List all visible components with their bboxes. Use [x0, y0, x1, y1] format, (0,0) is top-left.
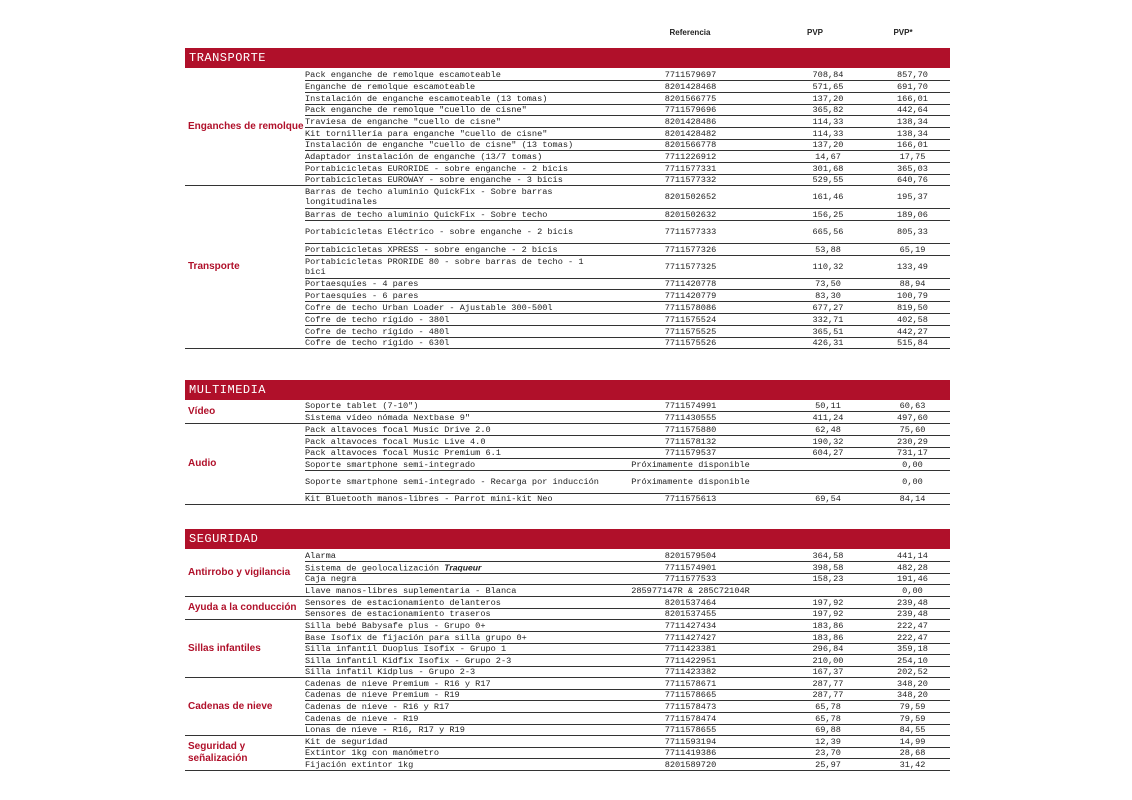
price-pvp: 161,46 [812, 192, 844, 202]
price-pvp-iva: 805,33 [897, 227, 928, 237]
price-pvp: 665,56 [812, 227, 844, 237]
section-title: TRANSPORTE [185, 48, 950, 68]
price-pvp-iva: 138,34 [897, 128, 928, 139]
group-label: Sillas infantiles [185, 620, 305, 678]
price-pvp: 69,54 [815, 494, 841, 504]
reference: 7711578473 [664, 701, 717, 712]
table-row [305, 221, 950, 244]
price-pvp: 183,86 [812, 620, 844, 631]
header-pvp: PVP [806, 28, 823, 37]
description: Cofre de techo rígido - 630l [305, 338, 450, 348]
description: Portaesquíes - 4 pares [305, 279, 419, 289]
table-row [305, 105, 950, 116]
description: Traviesa de enganche "cuello de cisne" [305, 116, 501, 127]
table-row [305, 209, 950, 221]
table-row [305, 412, 950, 424]
table-row [305, 93, 950, 105]
price-pvp-iva: 79,59 [899, 713, 926, 724]
price-pvp-iva: 133,49 [897, 262, 928, 272]
reference: 8201579504 [664, 550, 717, 561]
price-pvp-iva: 17,75 [899, 151, 926, 162]
group-label: Enganches de remolque [185, 69, 305, 186]
table-row [305, 326, 950, 338]
price-pvp: 365,82 [812, 105, 844, 115]
table-row [305, 655, 950, 667]
price-pvp: 62,48 [815, 424, 841, 435]
table-row [305, 81, 950, 93]
price-pvp: 210,00 [812, 655, 844, 666]
description: Portabicicletas XPRESS - sobre enganche - 2 bicis [305, 244, 558, 255]
reference: 7711419386 [664, 748, 717, 758]
price-pvp-iva: 497,60 [897, 412, 928, 423]
reference: 8201428468 [664, 81, 717, 92]
table-row [305, 69, 950, 81]
table-row [305, 175, 950, 186]
description: Silla infantil Kidfix Isofix - Grupo 2-3 [305, 655, 512, 666]
table-row [305, 644, 950, 655]
reference: 7711578086 [664, 302, 717, 313]
reference: Próximamente disponible [631, 477, 750, 487]
reference: 7711577331 [664, 163, 717, 174]
table-row [305, 401, 950, 412]
price-pvp-iva: 239,48 [897, 609, 928, 619]
table-row [305, 725, 950, 736]
reference: 7711579537 [664, 448, 717, 458]
reference: 7711578671 [664, 678, 717, 689]
price-pvp-iva: 60,63 [899, 401, 926, 411]
description: Caja negra [305, 574, 357, 584]
description: Cofre de techo rígido - 380l [305, 314, 450, 325]
price-pvp-iva: 166,01 [897, 93, 928, 104]
description: Sensores de estacionamiento traseros [305, 609, 491, 619]
reference: 8201428482 [664, 128, 717, 139]
table-row [305, 609, 950, 620]
section-title: SEGURIDAD [185, 529, 950, 549]
description: Soporte smartphone semi-integrado - Recarga por inducción [305, 477, 599, 487]
price-pvp-iva: 202,52 [897, 667, 928, 677]
description: Kit de seguridad [305, 736, 388, 747]
description: Base Isofix de fijación para silla grupo 0+ [305, 632, 527, 643]
price-pvp: 426,31 [812, 338, 844, 348]
table-row [305, 448, 950, 459]
table-row [305, 424, 950, 436]
price-pvp: 114,33 [812, 128, 844, 139]
table-row [305, 678, 950, 690]
price-pvp-iva: 0,00 [902, 477, 923, 487]
description: Cadenas de nieve Premium - R19 [305, 690, 460, 700]
price-pvp-iva: 731,17 [897, 448, 928, 458]
reference: 285977147R & 285C72104R [631, 585, 750, 596]
price-pvp: 137,20 [812, 140, 844, 150]
price-pvp-iva: 348,20 [897, 690, 928, 700]
price-pvp: 332,71 [812, 314, 844, 325]
reference: 7711578655 [664, 725, 717, 735]
description: Sensores de estacionamiento delanteros [305, 597, 501, 608]
table-row [305, 736, 950, 748]
reference: 8201566778 [664, 140, 717, 150]
price-pvp-iva: 84,55 [899, 725, 926, 735]
table-row [305, 574, 950, 585]
price-pvp-iva: 195,37 [897, 192, 928, 202]
reference: 7711226912 [664, 151, 717, 162]
description: Enganche de remolque escamoteable [305, 81, 476, 92]
reference: 7711575526 [664, 338, 717, 348]
description: Extintor 1kg con manómetro [305, 748, 440, 758]
table-row [305, 759, 950, 771]
price-pvp: 571,65 [812, 81, 844, 92]
price-pvp: 677,27 [812, 302, 844, 313]
description: Barras de techo aluminio QuickFix - Sobre techo [305, 209, 548, 220]
description: Cofre de techo rígido - 480l [305, 326, 450, 337]
table-row [305, 163, 950, 175]
description: Sistema de geolocalización Traqueur [305, 562, 482, 573]
reference: 7711579697 [664, 69, 717, 80]
description: Kit Bluetooth manos-libres - Parrot mini-kit Neo [305, 494, 553, 504]
table-row [305, 585, 950, 597]
reference: 7711577332 [664, 175, 717, 185]
price-pvp-iva: 79,59 [899, 701, 926, 712]
reference: 8201428486 [664, 116, 717, 127]
price-pvp-iva: 239,48 [897, 597, 928, 608]
table-row [305, 151, 950, 163]
reference: 7711577326 [664, 244, 717, 255]
description: Portabicicletas EURORIDE - sobre enganche - 2 bicis [305, 163, 569, 174]
description: Lonas de nieve - R16, R17 y R19 [305, 725, 465, 735]
price-pvp-iva: 0,00 [902, 585, 923, 596]
price-pvp: 708,84 [812, 69, 844, 80]
price-pvp: 287,77 [812, 690, 844, 700]
price-pvp: 529,55 [812, 175, 844, 185]
price-pvp: 23,70 [815, 748, 841, 758]
reference: 7711575525 [664, 326, 717, 337]
price-pvp: 25,97 [815, 759, 841, 770]
price-pvp-iva: 166,01 [897, 140, 928, 150]
reference: Próximamente disponible [631, 459, 750, 470]
price-pvp-iva: 100,79 [897, 290, 928, 301]
table-row [305, 562, 950, 574]
group-label: Antirrobo y vigilancia [185, 550, 305, 597]
section-title: MULTIMEDIA [185, 380, 950, 400]
description: Adaptador instalación de enganche (13/7 tomas) [305, 151, 543, 162]
description: Portabicicletas PRORIDE 80 - sobre barras de techo - 1 bici [305, 257, 584, 277]
price-pvp: 183,86 [812, 632, 844, 643]
description: Pack enganche de remolque escamoteable [305, 69, 501, 80]
table-row [305, 256, 950, 279]
price-pvp: 301,68 [812, 163, 844, 174]
price-pvp-iva: 402,58 [897, 314, 928, 325]
price-pvp-iva: 515,84 [897, 338, 928, 348]
description: Soporte tablet (7-10") [305, 401, 419, 411]
price-pvp-iva: 819,50 [897, 302, 928, 313]
price-pvp-iva: 84,14 [899, 494, 926, 504]
price-pvp: 137,20 [812, 93, 844, 104]
reference: 7711577533 [664, 574, 717, 584]
price-pvp-iva: 230,29 [897, 436, 928, 447]
reference: 8201502652 [664, 192, 717, 202]
reference: 7711422951 [664, 655, 717, 666]
price-pvp: 73,50 [815, 279, 841, 289]
description: Instalación de enganche "cuello de cisne" (13 tomas) [305, 140, 574, 150]
price-pvp-iva: 359,18 [897, 644, 928, 654]
price-pvp: 296,84 [812, 644, 844, 654]
table-row [305, 436, 950, 448]
table-row [305, 302, 950, 314]
price-pvp-iva: 442,27 [897, 326, 928, 337]
description: Silla bebé Babysafe plus - Grupo 0+ [305, 620, 486, 631]
description: Portabicicletas EUROWAY - sobre enganche - 3 bicis [305, 175, 563, 185]
price-pvp-iva: 138,34 [897, 116, 928, 127]
table-row [305, 314, 950, 326]
description: Portaesquíes - 6 pares [305, 290, 419, 301]
reference: 7711575524 [664, 314, 717, 325]
table-row [305, 690, 950, 701]
group-label: Audio [185, 424, 305, 505]
description: Sistema vídeo nómada Nextbase 9" [305, 412, 471, 423]
table-row [305, 701, 950, 713]
header-referencia: Referencia [669, 28, 711, 37]
description: Instalación de enganche escamoteable (13 tomas) [305, 93, 548, 104]
group-label: Vídeo [185, 401, 305, 424]
price-pvp: 83,30 [815, 290, 841, 301]
description: Barras de techo aluminio QuickFix - Sobre barras longitudinales [305, 187, 553, 207]
table-row [305, 116, 950, 128]
description: Soporte smartphone semi-integrado [305, 459, 476, 470]
price-pvp: 287,77 [812, 678, 844, 689]
price-pvp-iva: 222,47 [897, 620, 928, 631]
table-row [305, 597, 950, 609]
table-row [305, 244, 950, 256]
price-pvp: 197,92 [812, 597, 844, 608]
table-row [305, 494, 950, 505]
description: Pack altavoces focal Music Premium 6.1 [305, 448, 501, 458]
price-pvp: 69,88 [815, 725, 841, 735]
price-pvp-iva: 254,10 [897, 655, 928, 666]
header-pvp-iva: PVP* [893, 28, 913, 37]
table-row [305, 667, 950, 678]
table-row [305, 713, 950, 725]
price-pvp: 604,27 [812, 448, 844, 458]
price-pvp: 365,51 [812, 326, 844, 337]
description: Alarma [305, 550, 336, 561]
price-pvp-iva: 0,00 [902, 459, 923, 470]
price-pvp-iva: 75,60 [899, 424, 926, 435]
table-row [305, 338, 950, 349]
reference: 7711577325 [664, 262, 717, 272]
description: Cadenas de nieve Premium - R16 y R17 [305, 678, 491, 689]
price-pvp-iva: 28,68 [899, 748, 926, 758]
reference: 7711420778 [664, 279, 717, 289]
description: Silla infatil Kidplus - Grupo 2-3 [305, 667, 476, 677]
reference: 8201537455 [664, 609, 717, 619]
description: Silla infantil Duoplus Isofix - Grupo 1 [305, 644, 507, 654]
table-row [305, 459, 950, 471]
reference: 7711423382 [664, 667, 717, 677]
price-pvp: 197,92 [812, 609, 844, 619]
price-pvp-iva: 482,28 [897, 562, 928, 573]
price-pvp: 14,67 [815, 151, 841, 162]
reference: 7711578132 [664, 436, 717, 447]
reference: 7711577333 [664, 227, 717, 237]
description: Kit tornillería para enganche "cuello de cisne" [305, 128, 548, 139]
group-label: Ayuda a la conducción [185, 597, 305, 620]
price-pvp-iva: 365,03 [897, 163, 928, 174]
table-row [305, 550, 950, 562]
reference: 7711575880 [664, 424, 717, 435]
price-pvp-iva: 691,70 [897, 81, 928, 92]
price-pvp-iva: 65,19 [899, 244, 926, 255]
table-row [305, 128, 950, 140]
reference: 7711579696 [664, 105, 717, 115]
price-pvp-iva: 31,42 [899, 759, 926, 770]
table-row [305, 620, 950, 632]
table-row [305, 279, 950, 290]
price-pvp: 114,33 [812, 116, 844, 127]
price-pvp: 65,78 [815, 701, 841, 712]
price-pvp: 158,23 [812, 574, 844, 584]
group-label: Cadenas de nieve [185, 678, 305, 736]
brand-name: Traqueur [444, 562, 482, 572]
reference: 7711578665 [664, 690, 717, 700]
price-pvp: 65,78 [815, 713, 841, 724]
reference: 8201566775 [664, 93, 717, 104]
price-pvp-iva: 189,06 [897, 209, 928, 220]
reference: 8201537464 [664, 597, 717, 608]
price-pvp: 12,39 [815, 736, 841, 747]
description: Cadenas de nieve - R19 [305, 713, 419, 724]
reference: 7711593194 [664, 736, 717, 747]
price-pvp: 167,37 [812, 667, 844, 677]
group-label: Transporte [185, 186, 305, 349]
reference: 7711574991 [664, 401, 717, 411]
group-label: Seguridad y señalización [185, 736, 305, 771]
reference: 8201589720 [664, 759, 717, 770]
price-pvp: 364,58 [812, 550, 844, 561]
table-row [305, 186, 950, 209]
reference: 7711574901 [664, 562, 717, 573]
description: Pack altavoces focal Music Drive 2.0 [305, 424, 491, 435]
price-pvp-iva: 348,20 [897, 678, 928, 689]
price-pvp-iva: 442,64 [897, 105, 928, 115]
description: Pack altavoces focal Music Live 4.0 [305, 436, 486, 447]
price-pvp: 110,32 [812, 262, 844, 272]
price-pvp-iva: 191,46 [897, 574, 928, 584]
table-row [305, 471, 950, 494]
description: Cadenas de nieve - R16 y R17 [305, 701, 450, 712]
description: Cofre de techo Urban Loader - Ajustable 300-500l [305, 302, 553, 313]
price-pvp-iva: 441,14 [897, 550, 928, 561]
reference: 7711578474 [664, 713, 717, 724]
table-row [305, 290, 950, 302]
price-pvp: 411,24 [812, 412, 844, 423]
description: Pack enganche de remolque "cuello de cisne" [305, 105, 527, 115]
price-pvp-iva: 857,70 [897, 69, 928, 80]
reference: 7711430555 [664, 412, 717, 423]
price-pvp: 190,32 [812, 436, 844, 447]
price-pvp: 398,58 [812, 562, 844, 573]
price-pvp: 53,88 [815, 244, 841, 255]
reference: 7711427434 [664, 620, 717, 631]
price-pvp-iva: 88,94 [899, 279, 926, 289]
price-pvp: 50,11 [815, 401, 841, 411]
table-row [305, 632, 950, 644]
description: Fijación extintor 1kg [305, 759, 414, 770]
table-row [305, 748, 950, 759]
description: Portabicicletas Eléctrico - sobre enganche - 2 bicis [305, 227, 574, 237]
reference: 8201502632 [664, 209, 717, 220]
price-pvp-iva: 14,99 [899, 736, 926, 747]
price-pvp-iva: 222,47 [897, 632, 928, 643]
reference: 7711423381 [664, 644, 717, 654]
description: Llave manos-libres suplementaria - Blanca [305, 585, 517, 596]
price-pvp: 156,25 [812, 209, 844, 220]
price-pvp-iva: 640,76 [897, 175, 928, 185]
reference: 7711575613 [664, 494, 717, 504]
table-row [305, 140, 950, 151]
reference: 7711427427 [664, 632, 717, 643]
reference: 7711420779 [664, 290, 717, 301]
